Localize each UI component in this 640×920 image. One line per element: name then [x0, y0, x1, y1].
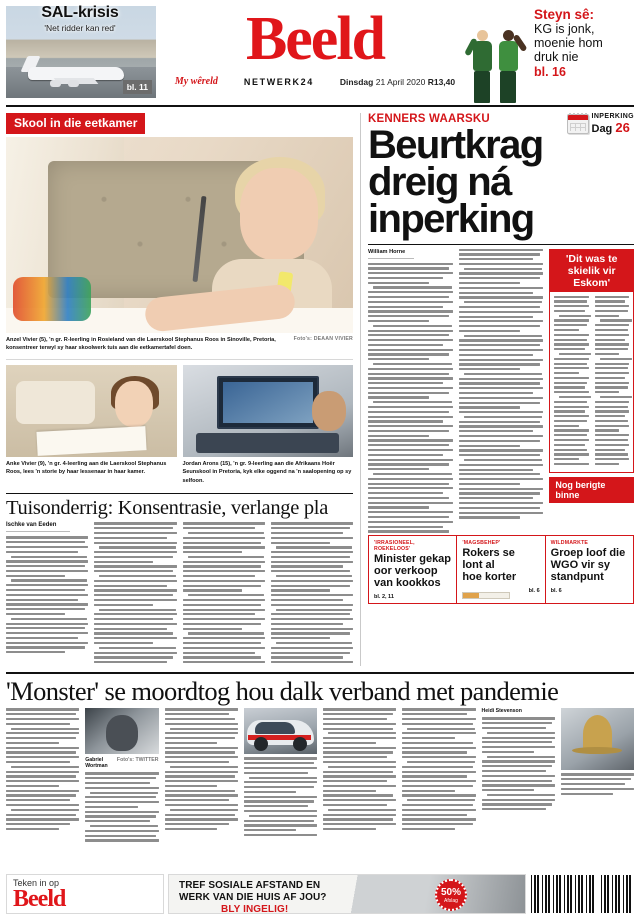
- secondary-captions: [6, 460, 353, 487]
- steyn-teaser-line2: moenie hom: [534, 36, 603, 51]
- feature-body-columns: [6, 522, 353, 665]
- eskom-column-1: [368, 249, 453, 536]
- discount-word: Afslag: [444, 898, 458, 904]
- car-window: [255, 722, 295, 734]
- bottom-ad-strip[interactable]: [6, 874, 634, 914]
- cricketer-torso: [499, 41, 518, 71]
- photo-gabriel-wortman: [85, 708, 158, 754]
- cricketer-legs: [500, 71, 516, 103]
- car-wheel: [293, 737, 307, 751]
- netwerk24-logo[interactable]: NETWERK24: [243, 76, 314, 87]
- masthead: [0, 0, 640, 105]
- barcodes: [530, 874, 634, 914]
- sal-teaser-text: [0, 4, 160, 33]
- teaser-headline-line2: WGO vir sy: [550, 558, 610, 571]
- main-content: [0, 107, 640, 666]
- byline-rule: [6, 531, 70, 532]
- ad-line2: WERK VAN DIE HUIS AF JOU?: [179, 892, 327, 903]
- teaser-headline-line3: van kookkos: [374, 576, 441, 589]
- eskom-headline[interactable]: [368, 123, 634, 242]
- steyn-page-ref: bl. 16: [534, 65, 566, 80]
- lockdown-day-number: 26: [615, 120, 630, 135]
- teaser-headline-line2: lont al: [462, 558, 495, 571]
- body-text-block: [94, 522, 176, 663]
- wortman-caption: [85, 757, 158, 769]
- jordan-head: [312, 391, 346, 431]
- lockdown-day-word: Dag: [591, 123, 613, 135]
- eskom-divider: [368, 244, 634, 245]
- teaser-page-ref: bl. 6: [528, 587, 540, 594]
- plane-engine: [68, 80, 79, 87]
- body-text-block: [183, 522, 265, 663]
- teaser-headline-line1: Minister gekap: [374, 553, 452, 566]
- body-text-block: [165, 708, 238, 830]
- desk: [196, 433, 339, 453]
- cricketers-photo: [470, 0, 532, 105]
- body-text-block: [554, 296, 588, 466]
- feature-divider: [6, 493, 353, 494]
- car-wheel: [254, 737, 268, 751]
- caption-divider: [6, 359, 353, 360]
- teaser-headline: [551, 548, 628, 584]
- ad-line3: BLY INGELIG!: [221, 904, 289, 914]
- eskom-column-2: [459, 249, 544, 536]
- sal-teaser-title: SAL-krisis: [41, 4, 119, 21]
- main-ad[interactable]: [168, 874, 526, 914]
- teaser-rokers[interactable]: [456, 536, 544, 603]
- cricketer-legs: [474, 71, 490, 103]
- police-hat-brim: [572, 747, 622, 754]
- body-text-block: [6, 708, 79, 830]
- body-text-block: [561, 773, 634, 794]
- barcode-main: [530, 874, 597, 914]
- photo-jordan-caption: Jordan Arons (15), 'n gr. 9-leerling aan die Afrikaans Hoër Seunskool in Pretoria, kyk elke oggend na 'n saalopening op sy selfoon.: [182, 460, 352, 484]
- feature-column-3: [183, 522, 265, 665]
- bottom-column-4: [244, 708, 317, 844]
- cricketer-one: [470, 30, 494, 103]
- body-text-block: [271, 522, 353, 663]
- bottom-headline[interactable]: 'Monster' se moordtog hou dalk verband met pandemie: [6, 675, 559, 706]
- body-text-block: [402, 708, 475, 830]
- teaser-kookkos[interactable]: [369, 536, 456, 603]
- dateline-date: 21 April 2020: [375, 76, 426, 87]
- body-text-block: [368, 263, 453, 533]
- photo-anke-caption: Anke Vivier (9), 'n gr. 4-leerling aan die Laerskool Stephanus Roos, lees 'n storie by haar lessenaar in haar kamer.: [6, 460, 167, 476]
- heidi-caption: Heidi Stevenson: [481, 708, 522, 715]
- lead-photo-girl-writing: [6, 137, 353, 333]
- school-kicker: Skool in die eetkamer: [6, 113, 145, 134]
- girl-head: [240, 168, 318, 260]
- teaser-headline: [462, 548, 539, 584]
- teaser-headline-line3: hoe korter: [462, 570, 517, 583]
- secondary-photos: [6, 365, 353, 457]
- photo-heidi-stevenson: [561, 708, 634, 770]
- barcode-secondary: [600, 874, 634, 914]
- wortman-caption-text: Gabriel Wortman: [85, 757, 108, 770]
- teaser-headline-line1: Rokers se: [462, 547, 515, 560]
- dateline: [340, 77, 455, 87]
- feature-byline: Ischke van Eeden: [6, 522, 57, 529]
- cricketer-head: [477, 30, 488, 41]
- teaser-kicker: WILDMARKTE: [550, 540, 589, 547]
- laptop-screen: [217, 376, 320, 430]
- right-column: [360, 113, 634, 666]
- plane-engine: [50, 80, 61, 87]
- body-text-block: [6, 536, 88, 653]
- eskom-kicker: KENNERS WAARSKU: [368, 113, 490, 125]
- teaser-wildmarkte[interactable]: [545, 536, 633, 603]
- sal-teaser-subtitle: 'Net ridder kan red': [44, 23, 116, 33]
- tagline: My wêreld: [174, 76, 218, 87]
- lockdown-badge-text: [592, 113, 635, 135]
- cricketer-torso: [473, 41, 492, 71]
- bottom-column-1: [6, 708, 79, 844]
- beeld-logo[interactable]: Beeld: [245, 5, 385, 73]
- subscribe-text: Teken in op: [13, 878, 60, 888]
- subscription-ad[interactable]: [6, 874, 164, 914]
- eskom-sidebar-column-1: [554, 296, 588, 468]
- byline-rule: [368, 258, 414, 259]
- discount-stamp: [435, 879, 467, 911]
- discount-percent: 50%: [440, 887, 461, 898]
- cricketer-two: [496, 30, 520, 103]
- bottom-column-5: [323, 708, 396, 844]
- crayons: [13, 277, 91, 321]
- lead-photo-caption-text: Anzel Vivier (5), 'n gr. R-leerling in Rosieland van die Laerskool Stephanus Roos in Sinoville, Pretoria, konsentreer terwyl sy haar skoolwerk tuis aan die eetkamertafel doen.: [6, 337, 276, 352]
- steyn-teaser-text: [532, 0, 640, 105]
- calendar-grid: [570, 123, 586, 131]
- teaser-headline-line2: oor verkoop: [374, 564, 438, 577]
- lead-photo-caption: [6, 336, 353, 355]
- body-text-block: [459, 249, 544, 519]
- teaser-page-ref: bl. 6: [550, 587, 562, 594]
- steyn-teaser-line3: druk nie: [534, 50, 579, 65]
- steyn-teaser-line1: KG is jonk,: [534, 22, 595, 37]
- eskom-sidebar-box: [549, 249, 634, 473]
- lockdown-label: INPERKING: [591, 113, 634, 120]
- nog-berigte-badge[interactable]: Nog berigte binne: [549, 477, 634, 503]
- anke-head: [115, 381, 153, 427]
- body-text-block: [244, 757, 317, 836]
- eskom-body-columns: [368, 249, 634, 536]
- feature-headline[interactable]: Tuisonderrig: Konsentrasie, verlange pla: [6, 496, 329, 519]
- masthead-center: [160, 0, 470, 105]
- bottom-teasers: [368, 535, 634, 604]
- cover-price: R13,40: [427, 76, 456, 87]
- bottom-story: [0, 674, 640, 844]
- left-column: [6, 113, 360, 666]
- eskom-sidebar-heading: 'Dit was te skielik vir Eskom': [550, 250, 633, 292]
- lead-photo-credit: Foto's: DEAAN VIVIER: [293, 336, 353, 342]
- cigarette-icon: [462, 592, 510, 599]
- lockdown-day: [592, 121, 635, 135]
- steyn-teaser-title: Steyn sê:: [534, 7, 595, 22]
- feature-column-4: [271, 522, 353, 665]
- eskom-sidebar-column-2: [595, 296, 629, 468]
- lockdown-day-badge: [567, 113, 635, 135]
- ad-line1: TREF SOSIALE AFSTAND EN: [179, 880, 321, 891]
- eskom-sidebar-body: [550, 292, 633, 472]
- bottom-column-6: [402, 708, 475, 844]
- body-text-block: [595, 296, 629, 466]
- bottom-column-7: [482, 708, 555, 844]
- teaser-headline-line1: Groep loof die: [550, 547, 626, 560]
- cricketer-head: [503, 30, 514, 41]
- eskom-headline-line2: dreig ná: [368, 160, 511, 205]
- body-text-block: [482, 717, 555, 810]
- masthead-teaser-right[interactable]: [470, 0, 640, 105]
- teaser-headline: [374, 554, 451, 590]
- calendar-icon: [567, 114, 589, 134]
- eskom-headline-line3: inperking: [368, 197, 534, 242]
- eskom-column-3: [549, 249, 634, 536]
- wortman-credit: Foto's: TWITTER: [116, 757, 159, 764]
- photo-anke-reading: [6, 365, 177, 457]
- teaser-headline-line3: standpunt: [550, 570, 604, 583]
- pillow: [16, 381, 94, 423]
- masthead-teaser-left[interactable]: [0, 0, 160, 105]
- subscribe-brand: Beeld: [13, 886, 66, 912]
- photo-police-car: [244, 708, 317, 754]
- bottom-column-2: [85, 708, 158, 844]
- calendar-header: [568, 115, 588, 120]
- bottom-columns: [6, 708, 634, 844]
- feature-column-2: [94, 522, 176, 665]
- masthead-subbar: [160, 76, 470, 87]
- eskom-byline: William Horne: [368, 248, 406, 255]
- teaser-page-ref: bl. 2, 11: [374, 593, 394, 600]
- wortman-face: [106, 715, 138, 751]
- dateline-day: Dinsdag: [339, 76, 374, 87]
- sal-page-ref: bl. 11: [123, 80, 152, 94]
- teaser-kicker: 'MAGSBEHEP': [462, 540, 501, 547]
- body-text-block: [323, 708, 396, 830]
- bottom-column-3: [165, 708, 238, 844]
- body-text-block: [85, 772, 158, 841]
- teaser-kicker: 'IRRASIONEEL, ROEKELOOS': [374, 540, 415, 553]
- photo-jordan-laptop: [183, 365, 354, 457]
- eskom-headline-line1: Beurtkrag: [368, 123, 543, 167]
- bottom-column-8: [561, 708, 634, 844]
- feature-column-1: [6, 522, 88, 665]
